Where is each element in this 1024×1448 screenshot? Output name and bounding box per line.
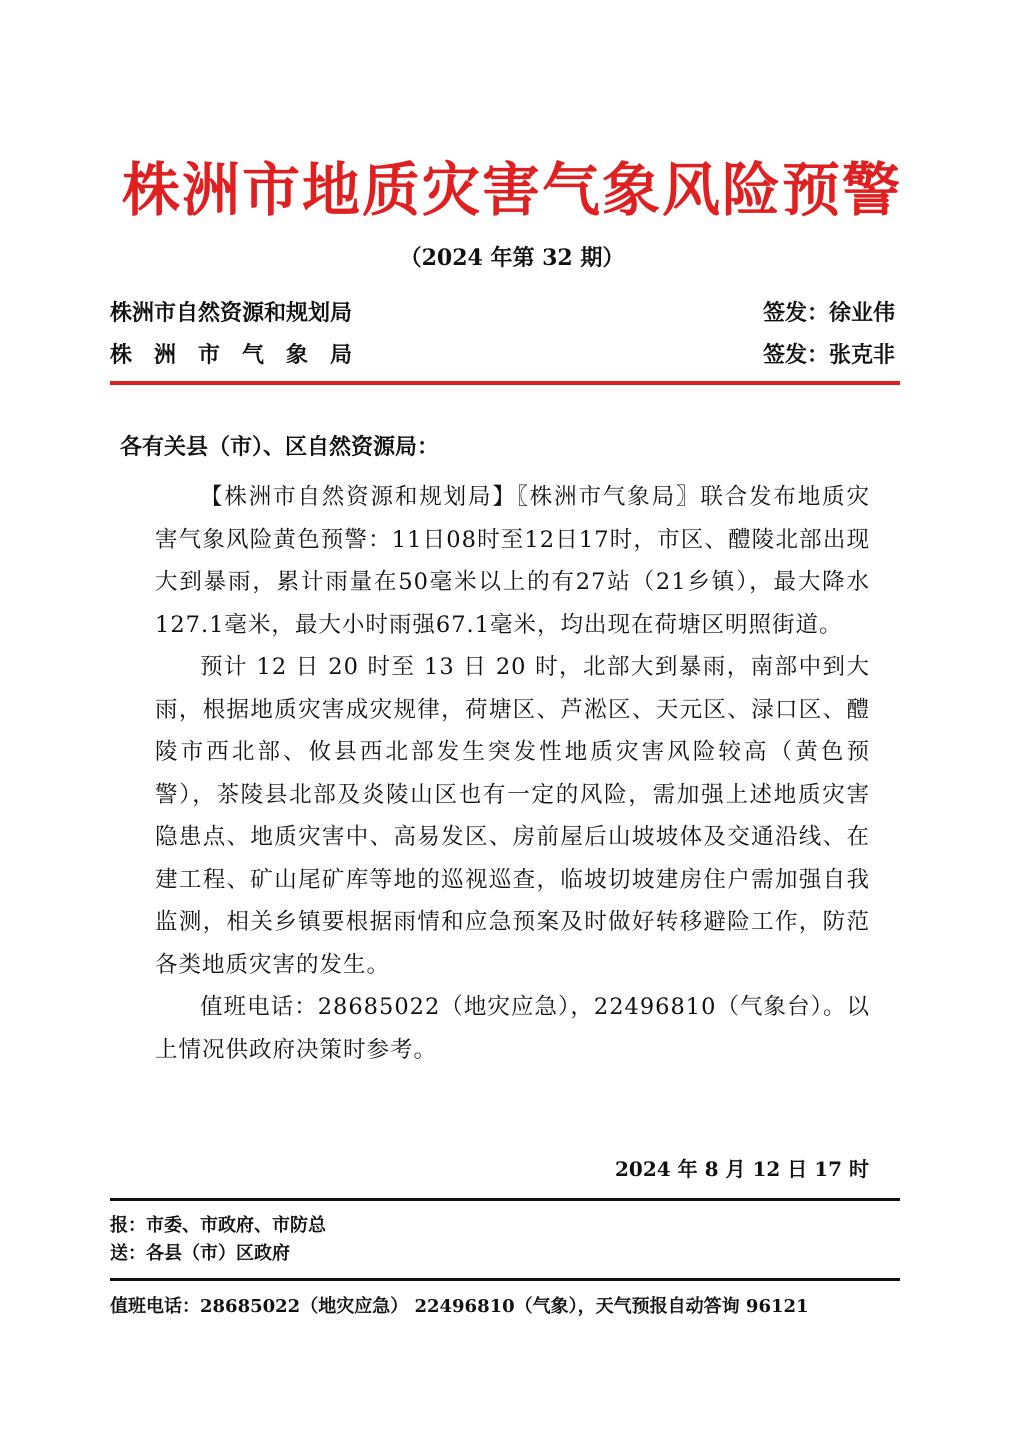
duty-phone-line: 值班电话：28685022（地灾应急） 22496810（气象），天气预报自动答询 96121 xyxy=(110,1296,809,1317)
issuer-name: 株洲市自然资源和规划局 xyxy=(110,300,353,326)
salutation: 各有关县（市）、区自然资源局： xyxy=(120,434,440,460)
paragraph-observed-rainfall: 【株洲市自然资源和规划局】〖株洲市气象局〗联合发布地质灾害气象风险黄色预警：11日08时至12日17时，市区、醴陵北部出现大到暴雨，累计雨量在50毫米以上的有27站（21乡镇），最大降水127.1毫米，最大小时雨强67.1毫米，均出现在荷塘区明照街道。 xyxy=(155,484,870,638)
issuer-name: 株洲市气象局 xyxy=(110,342,375,368)
paragraph-forecast-risk: 预计 12 日 20 时至 13 日 20 时，北部大到暴雨，南部中到大雨，根据地质灾害成灾规律，荷塘区、芦淞区、天元区、渌口区、醴陵市西北部、攸县西北部发生突发性地质灾害风险较高（黄色预警），茶陵县北部及炎陵山区也有一定的风险，需加强上述地质灾害隐患点、地质灾害中、高易发区、房前屋后山坡坡体及交通沿线、在建工程、矿山尾矿库等地的巡视巡查，临坡切坡建房住户需加强自我监测，相关乡镇要根据雨情和应急预案及时做好转移避险工作，防范各类地质灾害的发生。 xyxy=(155,654,870,978)
send-to: 送：各县（市）区政府 xyxy=(110,1243,290,1264)
paragraph-duty-phone: 值班电话：28685022（地灾应急），22496810（气象台）。以上情况供政府决策时参考。 xyxy=(155,994,870,1063)
signer: 签发：张克非 xyxy=(762,342,895,368)
footer-divider-bottom xyxy=(110,1278,900,1281)
red-divider xyxy=(110,381,900,385)
footer-divider-top xyxy=(110,1198,900,1201)
issuer-row-meteorological xyxy=(110,338,895,372)
signer: 签发：徐业伟 xyxy=(762,300,895,326)
issue-number: （2024 年第 32 期） xyxy=(399,245,625,271)
issuer-row-natural-resources xyxy=(110,296,895,330)
warning-body xyxy=(155,476,870,1071)
document-title: 株洲市地质灾害气象风险预警 xyxy=(121,156,902,224)
report-to: 报：市委、市政府、市防总 xyxy=(110,1215,326,1236)
issue-date: 2024 年 8 月 12 日 17 时 xyxy=(615,1157,869,1181)
